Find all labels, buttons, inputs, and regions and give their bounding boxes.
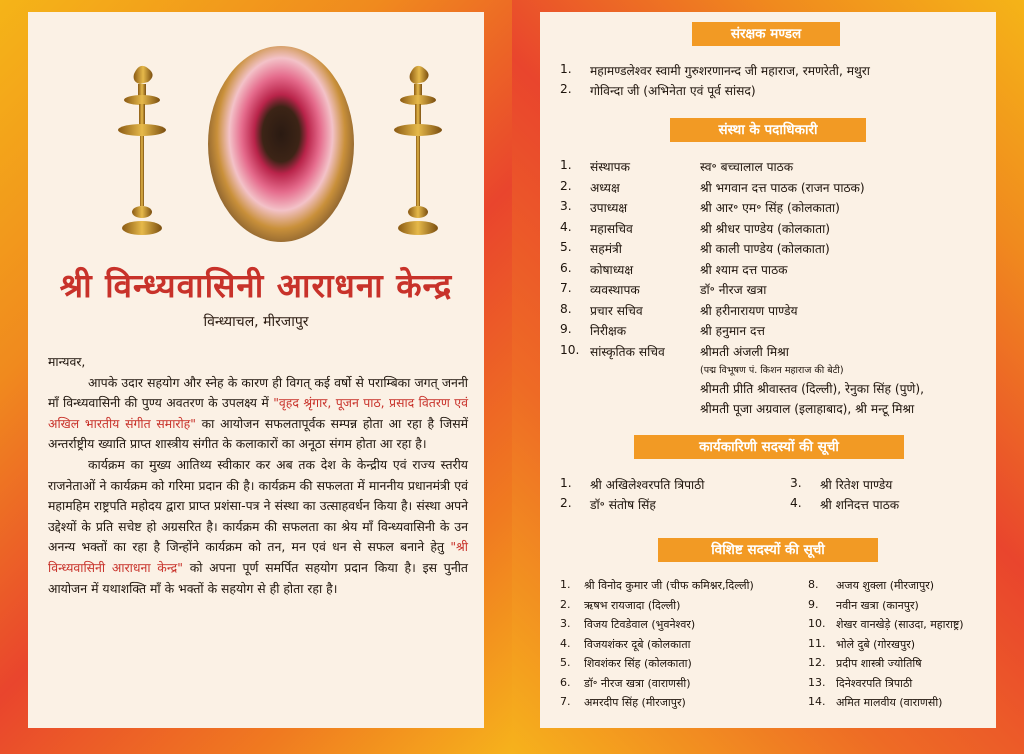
invitation-letter-panel	[28, 12, 484, 728]
item-number: 3.	[790, 476, 802, 490]
role: महासचिव	[590, 221, 633, 236]
item-number: 5.	[560, 656, 571, 669]
item-number: 13.	[808, 675, 826, 689]
person-name: विजयशंकर दूबे (कोलकाता	[584, 637, 691, 651]
person-name: श्री शनिदत्त पाठक	[820, 498, 900, 512]
item-text: महामण्डलेश्वर स्वामी गुरुशरणानन्द जी महाराज, रमणरेती, मथुरा	[590, 64, 870, 78]
item-number: 6.	[560, 260, 572, 275]
person-name: श्री अखिलेश्वरपति त्रिपाठी	[590, 478, 705, 492]
item-number: 6.	[560, 675, 571, 689]
role: अध्यक्ष	[590, 180, 620, 195]
brass-lamp-icon	[388, 52, 448, 242]
item-number: 14.	[808, 695, 826, 708]
person-name: स्व॰ बच्चालाल पाठक	[700, 160, 794, 174]
item-number: 10.	[560, 342, 580, 357]
item-number: 7.	[560, 695, 571, 708]
item-number: 8.	[808, 578, 819, 591]
person-name: श्री भगवान दत्त पाठक (राजन पाठक)	[700, 180, 865, 195]
item-number: 2.	[560, 597, 571, 611]
item-number: 4.	[560, 219, 572, 234]
role: कोषाध्यक्ष	[590, 262, 634, 277]
item-number: 1.	[560, 578, 571, 591]
item-number: 8.	[560, 301, 572, 316]
person-name: अजय शुक्ला (मीरजापुर)	[836, 579, 934, 592]
paragraph-2-text-end: को अपना पूर्ण समर्पित सहयोग प्रदान किया है। इस पुनीत आयोजन में यथाशक्ति माँ के भक्तों के सहयोग से ही होता रहा है।	[48, 559, 468, 596]
members-panel	[540, 12, 996, 728]
person-name: विजय टिवडेवाल (भुवनेश्वर)	[584, 618, 696, 631]
role: सहमंत्री	[590, 242, 622, 256]
salutation: मान्यवर,	[48, 354, 86, 369]
official-note: (पद्म विभूषण पं. किशन महाराज की बेटी)	[700, 365, 844, 376]
person-name: शिवशंकर सिंह (कोलकाता)	[584, 657, 692, 670]
person-name: श्री श्याम दत्त पाठक	[700, 262, 788, 277]
special-members-heading: विशिष्ट सदस्यों की सूची	[658, 538, 878, 562]
organization-name-highlight: "श्री विन्ध्यवासिनी आराधना केन्द्र"	[48, 539, 468, 575]
item-number: 3.	[560, 199, 572, 213]
person-name: श्रीमती अंजली मिश्रा	[700, 344, 789, 359]
organization-location: विन्ध्याचल, मीरजापुर	[203, 314, 309, 330]
role: व्यवस्थापक	[590, 283, 640, 297]
person-name: डॉ॰ नीरज खत्रा	[700, 283, 767, 297]
person-name: श्री रितेश पाण्डेय	[820, 478, 893, 492]
person-name: श्री आर॰ एम॰ सिंह (कोलकाता)	[700, 201, 840, 215]
person-name: श्री हनुमान दत्त	[700, 324, 765, 338]
item-number: 2.	[560, 178, 572, 193]
event-name-highlight: "वृहद श्रृंगार, पूजन पाठ, प्रसाद वितरण एवं अखिल भारतीय संगीत समारोह"	[48, 395, 468, 431]
officials-list	[560, 158, 990, 420]
person-name: श्री विनोद कुमार जी (चीफ कमिश्नर,दिल्ली)	[584, 579, 754, 592]
additional-members-line-2: श्रीमती पूजा अग्रवाल (इलाहाबाद), श्री मन्टू मिश्रा	[700, 402, 915, 416]
item-number: 3.	[560, 617, 571, 630]
letter-body	[48, 352, 468, 599]
item-number: 2.	[560, 82, 572, 96]
officials-heading: संस्था के पदाधिकारी	[670, 118, 866, 142]
item-number: 7.	[560, 281, 572, 295]
item-number: 4.	[790, 496, 802, 510]
item-number: 12.	[808, 656, 826, 669]
person-name: दिनेश्वरपति त्रिपाठी	[836, 676, 913, 690]
deity-portrait	[208, 46, 354, 242]
organization-title: श्री विन्ध्यवासिनी आराधना केन्द्र	[59, 266, 453, 305]
paragraph-1-text: आपके उदार सहयोग और स्नेह के कारण ही विगत् कई वर्षो से पराम्बिका जगत् जननी माँ विन्ध्यवासिनी की पुण्य अवतरण के उपलक्ष्य में	[48, 374, 468, 411]
person-name: ऋषभ रायजादा (दिल्ली)	[584, 598, 681, 612]
person-name: श्री श्रीधर पाण्डेय (कोलकाता)	[700, 221, 831, 236]
person-name: डॉ॰ संतोष सिंह	[590, 498, 656, 512]
brass-lamp-icon	[112, 52, 172, 242]
role: उपाध्यक्ष	[590, 201, 628, 215]
patrons-list	[560, 62, 980, 104]
role: निरीक्षक	[590, 324, 627, 338]
person-name: शेखर वानखेड़े (साउदा, महाराष्ट्र)	[836, 618, 964, 631]
item-number: 1.	[560, 158, 572, 172]
item-text: गोविन्दा जी (अभिनेता एवं पूर्व सांसद)	[590, 84, 756, 98]
paragraph-2	[48, 455, 468, 599]
item-number: 9.	[560, 322, 572, 336]
person-name: डॉ॰ नीरज खत्रा (वाराणसी)	[584, 676, 691, 690]
executive-list	[560, 476, 980, 518]
person-name: श्री हरीनारायण पाण्डेय	[700, 303, 798, 318]
person-name: अमरदीप सिंह (मीरजापुर)	[584, 696, 686, 709]
person-name: श्री काली पाण्डेय (कोलकाता)	[700, 242, 830, 256]
paragraph-2-text: कार्यक्रम का मुख्य आतिथ्य स्वीकार कर अब तक देश के केन्द्रीय एवं राज्य स्तरीय राजनेताओं ने कार्यक्रम को गरिमा प्रदान की है। कार्यक्रम की सफलता में माननीय प्रधानमंत्री एवं महामहिम राष्ट्रपति महोदय द्वारा प्राप्त प्रशंसा-पत्र ने संस्था का उत्साहवर्धन किया है। संस्था अपने उद्देश्यों के प्रति सचेष्ट हो अग्रसरित है। कार्यक्रम की सफलता का श्रेय माँ विन्ध्यवासिनी के उन अनन्य भक्तों का रहा है जिन्होंने कार्यक्रम को तन, मन एवं धन से सफल बनाने हेतु	[48, 456, 468, 555]
person-name: प्रदीप शास्त्री ज्योतिषि	[836, 657, 922, 670]
role: संस्थापक	[590, 160, 630, 174]
paragraph-1-text-end: का आयोजन सफलतापूर्वक सम्पन्न होता आ रहा है जिसमें अन्तर्राष्ट्रीय ख्याति प्राप्त शास्त्रीय संगीत के कलाकारों का अनूठा संगम होता आ रहा है।	[48, 415, 468, 452]
person-name: भोले दुबे (गोरखपुर)	[836, 637, 916, 651]
special-members-list	[560, 578, 990, 724]
item-number: 2.	[560, 496, 572, 510]
item-number: 4.	[560, 636, 571, 650]
executive-heading: कार्यकारिणी सदस्यों की सूची	[634, 435, 904, 459]
item-number: 11.	[808, 636, 826, 650]
paragraph-1	[48, 373, 468, 455]
item-number: 5.	[560, 240, 572, 254]
person-name: अमित मालवीय (वाराणसी)	[836, 696, 943, 709]
additional-members-line-1: श्रीमती प्रीति श्रीवास्तव (दिल्ली), रेनुका सिंह (पुणे),	[700, 382, 924, 396]
item-number: 10.	[808, 617, 826, 630]
patrons-heading: संरक्षक मण्डल	[692, 22, 840, 46]
person-name: नवीन खत्रा (कानपुर)	[836, 598, 919, 612]
role: सांस्कृतिक सचिव	[590, 344, 665, 359]
item-number: 1.	[560, 476, 572, 490]
item-number: 1.	[560, 62, 572, 76]
role: प्रचार सचिव	[590, 303, 643, 318]
item-number: 9.	[808, 597, 819, 611]
